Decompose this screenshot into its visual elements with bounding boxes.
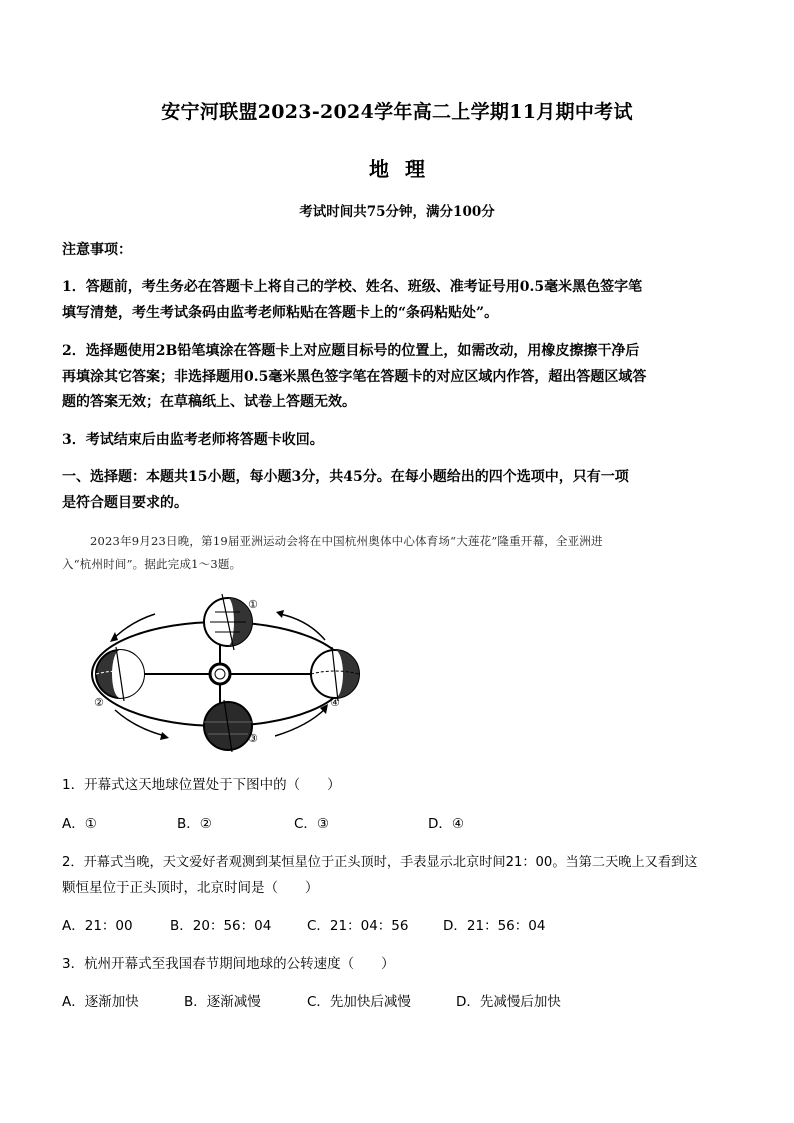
question-2-stem-line-2: 颗恒星位于正头顶时，北京时间是（ ） [62, 880, 319, 896]
earth-position-1 [204, 594, 252, 650]
label-position-2: ② [94, 696, 104, 709]
notes-heading: 注意事项： [62, 242, 132, 258]
question-3-option-b: B．逐渐减慢 [184, 994, 261, 1010]
section-heading-line-1: 一、选择题：本题共15小题，每小题3分，共45分。在每小题给出的四个选项中，只有一项 [62, 469, 629, 485]
earth-position-2 [96, 647, 144, 701]
question-2-option-b: B．20：56：04 [170, 918, 272, 934]
note-1-line-2: 填写清楚，考生考试条码由监考老师粘贴在答题卡上的“条码粘贴处”。 [62, 305, 499, 321]
subject-title: 地理 [369, 157, 441, 181]
passage-line-1: 2023年9月23日晚，第19届亚洲运动会将在中国杭州奥体中心体育场“大莲花”隆重开幕，全亚洲进 [90, 534, 603, 548]
question-1-option-d: D．④ [428, 816, 464, 832]
question-3-option-d: D．先减慢后加快 [456, 994, 561, 1010]
label-position-4: ④ [330, 696, 340, 709]
label-position-1: ① [248, 598, 258, 611]
note-3-line-1: 3．考试结束后由监考老师将答题卡收回。 [62, 432, 324, 448]
question-2-option-d: D．21：56：04 [443, 918, 546, 934]
exam-time-info: 考试时间共75分钟，满分100分 [299, 204, 495, 220]
section-heading-line-2: 是符合题目要求的。 [62, 495, 188, 511]
note-1-line-1: 1．答题前，考生务必在答题卡上将自己的学校、姓名、班级、准考证号用0.5毫米黑色签字笔 [62, 279, 643, 295]
note-2-line-2: 再填涂其它答案；非选择题用0.5毫米黑色签字笔在答题卡的对应区域内作答，超出答题区域答 [62, 369, 647, 385]
earth-position-3 [204, 700, 252, 752]
sun-icon [210, 664, 230, 684]
passage-line-2: 入“杭州时间”。据此完成1～3题。 [62, 557, 242, 571]
question-1-option-c: C．③ [294, 816, 330, 832]
question-3-option-a: A．逐渐加快 [62, 994, 139, 1010]
earth-position-4 [311, 647, 359, 701]
exam-title: 安宁河联盟2023-2024学年高二上学期11月期中考试 [161, 101, 633, 123]
arrowhead-top-right [276, 610, 284, 618]
arrow-arc-bottom-right [275, 708, 326, 736]
question-2-stem-line-1: 2．开幕式当晚，天文爱好者观测到某恒星位于正头顶时，手表显示北京时间21：00。当第二天晚上又看到这 [62, 855, 698, 870]
arrowhead-bottom-left [160, 732, 169, 740]
question-3-option-c: C．先加快后减慢 [307, 994, 411, 1010]
note-2-line-3: 题的答案无效；在草稿纸上、试卷上答题无效。 [62, 394, 356, 410]
question-1-option-b: B．② [177, 816, 212, 832]
arrowhead-top-left [110, 632, 118, 642]
question-2-option-c: C．21：04：56 [307, 918, 409, 934]
question-2-option-a: A．21：00 [62, 918, 133, 934]
label-position-3: ③ [248, 732, 258, 745]
question-1-option-a: A．① [62, 816, 97, 832]
question-3-stem: 3．杭州开幕式至我国春节期间地球的公转速度（ ） [62, 956, 395, 972]
arrow-arc-top-right [280, 614, 325, 640]
earth-orbit-figure [70, 592, 370, 752]
note-2-line-1: 2．选择题使用2B铅笔填涂在答题卡上对应题目标号的位置上，如需改动，用橡皮擦擦干净后 [62, 343, 640, 359]
question-1-stem: 1．开幕式这天地球位置处于下图中的（ ） [62, 777, 341, 793]
